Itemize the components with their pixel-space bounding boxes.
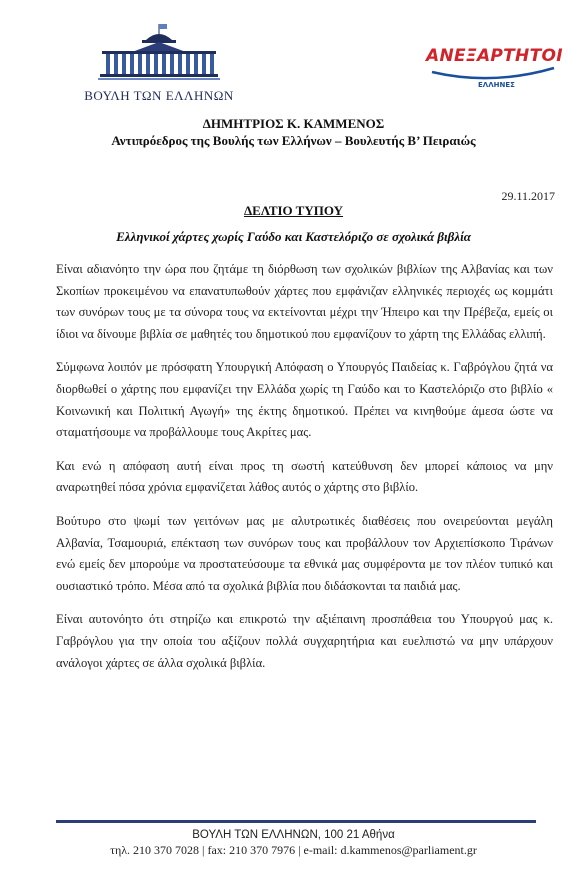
body-paragraph: Και ενώ η απόφαση αυτή είναι προς τη σωστή κατεύθυνση δεν μπορεί κάποιος να μην αναρωτηθεί πόσα χρόνια εμφανίζεται λάθος αυτός ο χάρτης στο βιβλίο. (56, 458, 553, 495)
author-block (0, 116, 587, 149)
footer-address: ΒΟΥΛΗ ΤΩΝ ΕΛΛΗΝΩΝ, 100 21 Αθήνα (192, 829, 395, 841)
footer-contact: τηλ. 210 370 7028 | fax: 210 370 7976 | e-mail: d.kammenos@parliament.gr (110, 843, 477, 857)
body-paragraph: Είναι αυτονόητο ότι στηρίζω και επικροτώ την αξιέπαινη προσπάθεια του Υπουργού μας κ. Γαβρόγλου για την οποία του αξίζουν πολλά συγχαρητήρια και ευελπιστώ να μην υπάρχουν ανάλογοι χάρτες σε άλλα σχολικά βιβλία. (56, 612, 553, 670)
author-name: ΔΗΜΗΤΡΙΟΣ Κ. ΚΑΜΜΕΝΟΣ (202, 116, 385, 131)
release-date: 29.11.2017 (501, 189, 555, 203)
press-release-body (56, 259, 553, 686)
press-release-title: Ελληνικοί χάρτες χωρίς Γαύδο και Καστελόριζο σε σχολικά βιβλία (116, 229, 471, 244)
footer-divider (56, 820, 536, 823)
body-paragraph: Σύμφωνα λοιπόν με πρόσφατη Υπουργική Απόφαση ο Υπουργός Παιδείας κ. Γαβρόγλου ζητά να διορθωθεί ο χάρτης που εμφανίζει την Ελλάδα χωρίς τη Γαύδο και το Καστελόριζο στο βιβλίο « Κοινωνική και Πολιτική Αγωγή» της έκτης δημοτικού. Πρέπει να κινηθούμε άμεσα ώστε να σταματήσουμε να προβάλλουμε τους Ακρίτες μας. (56, 360, 553, 440)
parliament-logo-text: ΒΟΥΛΗ ΤΩΝ ΕΛΛΗΝΩΝ (84, 88, 234, 103)
hellenic-parliament-logo (84, 22, 234, 102)
author-role: Αντιπρόεδρος της Βουλής των Ελλήνων – Βουλευτής Β’ Πειραιώς (111, 133, 476, 148)
party-logo-text: ΑΝΕΞΑΡΤΗΤΟΙ (426, 46, 563, 66)
parliament-building-icon (98, 22, 220, 84)
independent-greeks-logo (422, 40, 562, 100)
footer (0, 829, 587, 858)
press-release-label: ΔΕΛΤΙΟ ΤΥΠΟΥ (243, 203, 344, 218)
body-paragraph: Είναι αδιανόητο την ώρα που ζητάμε τη διόρθωση των σχολικών βιβλίων της Αλβανίας και των Σκοπίων προκειμένου να επανατυπωθούν χάρτες που εμφάνιζαν ελληνικές περιοχές ως κομμάτι των συνόρων τους με τα σύνορα τους να εκτείνονται μέχρι την Ήπειρο και την Πρέβεζα, εμείς οι ίδιοι να δίνουμε βιβλία σε μαθητές του δημοτικού που εμφανίζουν το χάρτη της Ελλάδας ελλιπή. (56, 262, 553, 341)
party-logo-subtext: ΕΛΛΗΝΕΣ (478, 81, 515, 89)
body-paragraph: Βούτυρο στο ψωμί των γειτόνων μας με αλυτρωτικές διαθέσεις που ονειρεύονται μεγάλη Αλβανία, Τσαμουριά, επέκταση των συνόρων τους και προβάλλουν τον Αρχιεπίσκοπο Τιράνων ενώ εμείς δεν μπορούμε να προστατεύσουμε τα εθνικά μας συμφέροντα με τον πλέον τυπικό και ουσιαστικό τρόπο. Μέσα από τα σχολικά βιβλία που διδάσκονται τα παιδιά μας. (56, 513, 553, 593)
